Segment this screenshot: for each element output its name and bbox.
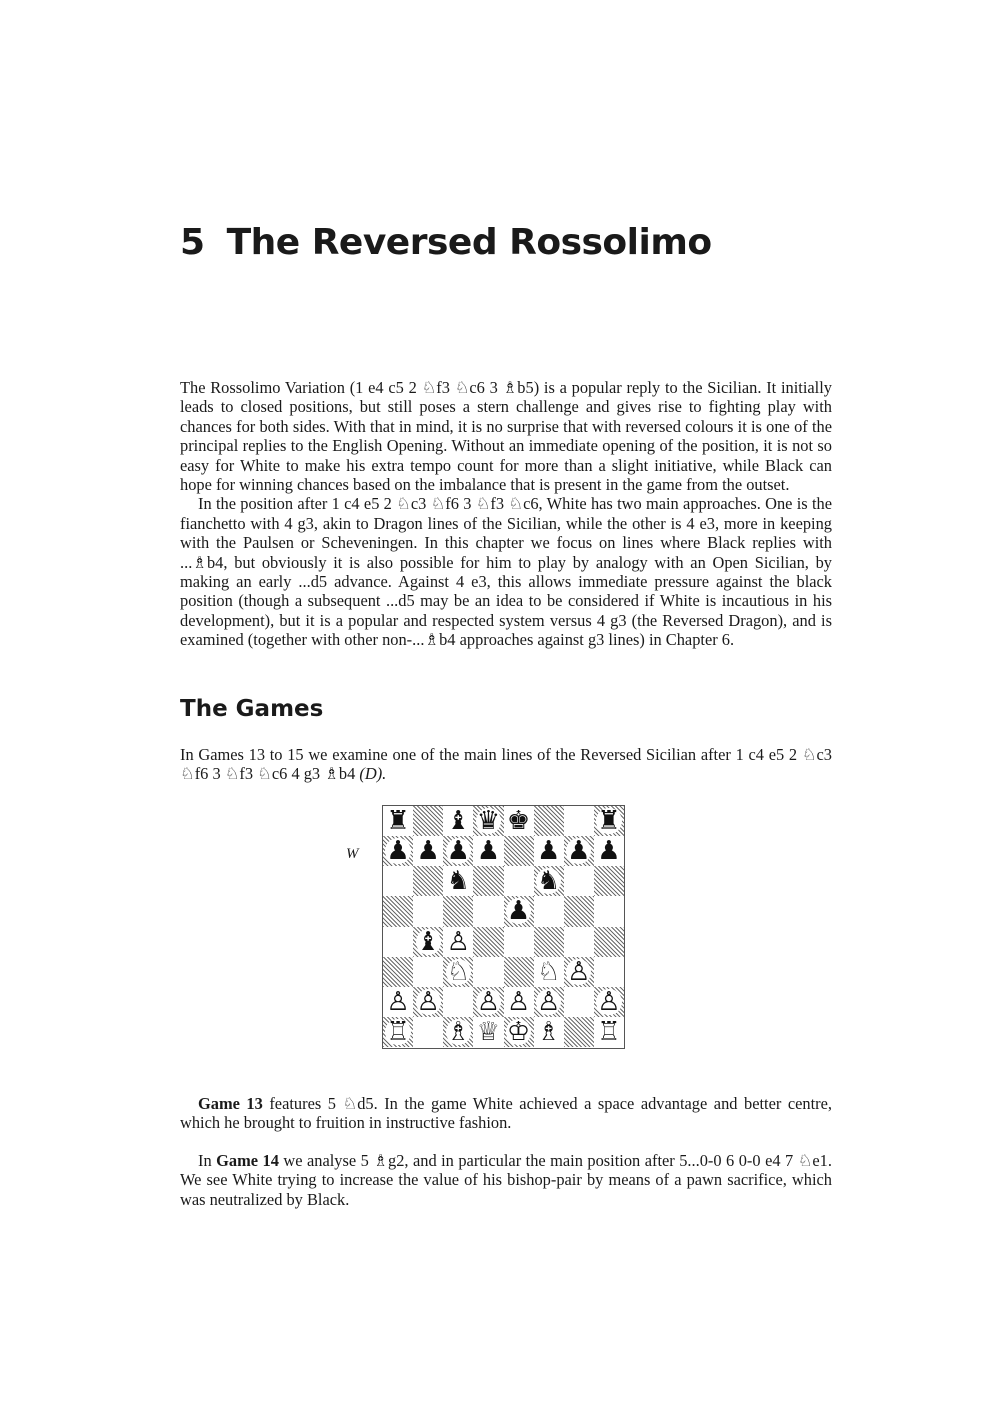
piece-glyph: ♙ bbox=[597, 986, 621, 1017]
chess-piece bbox=[413, 927, 443, 957]
board-square bbox=[473, 927, 503, 957]
board-square bbox=[534, 987, 564, 1017]
board-square bbox=[443, 1017, 473, 1047]
board-square bbox=[443, 896, 473, 926]
board-square bbox=[594, 836, 624, 866]
board-square bbox=[564, 896, 594, 926]
board-square bbox=[413, 896, 443, 926]
chess-piece bbox=[473, 1017, 503, 1047]
board-square bbox=[564, 1017, 594, 1047]
board-square bbox=[443, 957, 473, 987]
piece-glyph: ♗ bbox=[446, 1016, 470, 1047]
chess-piece bbox=[383, 806, 413, 836]
board-square bbox=[443, 866, 473, 896]
chess-piece bbox=[534, 866, 564, 896]
piece-glyph: ♙ bbox=[416, 986, 440, 1017]
game-label: Game 14 bbox=[216, 1151, 279, 1170]
piece-glyph: ♟ bbox=[506, 896, 531, 927]
piece-glyph: ♙ bbox=[537, 986, 561, 1017]
board-square bbox=[473, 866, 503, 896]
piece-glyph: ♜ bbox=[597, 806, 621, 837]
board-square bbox=[413, 866, 443, 896]
piece-glyph: ♘ bbox=[446, 956, 470, 987]
side-to-move-label: W bbox=[346, 846, 359, 862]
board-square bbox=[413, 987, 443, 1017]
board-square bbox=[534, 806, 564, 836]
chapter-title bbox=[180, 222, 712, 263]
chess-piece bbox=[383, 1017, 413, 1047]
chess-piece bbox=[443, 836, 473, 866]
chess-piece bbox=[443, 806, 473, 836]
board-square bbox=[594, 957, 624, 987]
chess-piece bbox=[413, 836, 443, 866]
chess-piece bbox=[504, 987, 534, 1017]
board-square bbox=[473, 957, 503, 987]
board-square bbox=[564, 806, 594, 836]
board-square bbox=[383, 836, 413, 866]
piece-glyph: ♔ bbox=[506, 1016, 531, 1047]
chess-piece bbox=[534, 957, 564, 987]
chess-piece bbox=[443, 866, 473, 896]
piece-glyph: ♝ bbox=[416, 926, 440, 957]
piece-glyph: ♝ bbox=[446, 806, 470, 837]
board-square bbox=[473, 806, 503, 836]
piece-glyph: ♙ bbox=[386, 986, 410, 1017]
board-square bbox=[504, 987, 534, 1017]
piece-glyph: ♟ bbox=[537, 836, 561, 867]
board-square bbox=[534, 836, 564, 866]
board-square bbox=[443, 806, 473, 836]
chess-piece bbox=[383, 836, 413, 866]
games-intro bbox=[180, 745, 832, 784]
diagram-reference: (D). bbox=[355, 764, 387, 784]
game-summary-text: we analyse 5 ♗g2, and in particular the main position after 5...0-0 6 0-0 e4 7 ♘e1. We see White trying to increase the value of his bishop-pair by means of a pawn sacrifice, which was neutralized by Black. bbox=[180, 1151, 832, 1209]
chess-piece bbox=[443, 1017, 473, 1047]
board-square bbox=[504, 896, 534, 926]
chess-diagram bbox=[382, 805, 625, 1049]
piece-glyph: ♖ bbox=[597, 1016, 621, 1047]
chapter-number: 5 bbox=[180, 222, 205, 263]
board-square bbox=[443, 836, 473, 866]
chess-piece bbox=[443, 957, 473, 987]
piece-glyph: ♜ bbox=[386, 806, 410, 837]
board-square bbox=[594, 806, 624, 836]
board-square bbox=[594, 896, 624, 926]
piece-glyph: ♖ bbox=[386, 1016, 410, 1047]
game-summary-paragraph bbox=[180, 1094, 832, 1133]
piece-glyph: ♟ bbox=[567, 836, 591, 867]
board-square bbox=[383, 987, 413, 1017]
chapter-title-text: The Reversed Rossolimo bbox=[226, 222, 712, 263]
board-square bbox=[594, 927, 624, 957]
board-square bbox=[383, 896, 413, 926]
piece-glyph: ♛ bbox=[476, 806, 501, 837]
board-square bbox=[383, 1017, 413, 1047]
board-square bbox=[534, 927, 564, 957]
piece-glyph: ♕ bbox=[476, 1016, 501, 1047]
intro-paragraph: In the position after 1 c4 e5 2 ♘c3 ♘f6 3 ♘f3 ♘c6, White has two main approaches. One is the fianchetto with 4 g3, akin to Dragon lines of the Sicilian, while the other is 4 e3, more in keeping with the Paulsen or Scheveningen. In this chapter we focus on lines where Black replies with ...♗b4, but obviously it is also possible for him to play by analogy with an Open Sicilian, by making an early ...d5 advance. Against 4 e3, this allows immediate pressure against the black position (though a subsequent ...d5 may be an idea to be considered if White is incautious in his development), but it is a popular and respected system versus 4 g3 (the Reversed Dragon), and is examined (together with other non-...♗b4 approaches against g3 lines) in Chapter 6. bbox=[180, 494, 832, 650]
board-square bbox=[413, 806, 443, 836]
game-14-summary bbox=[180, 1151, 832, 1209]
chess-piece bbox=[504, 1017, 534, 1047]
board-square bbox=[534, 957, 564, 987]
game-label: Game 13 bbox=[198, 1094, 263, 1113]
piece-glyph: ♟ bbox=[476, 836, 501, 867]
board-square bbox=[504, 806, 534, 836]
piece-glyph: ♚ bbox=[506, 806, 531, 837]
board-square bbox=[504, 927, 534, 957]
board-square bbox=[504, 836, 534, 866]
board-square bbox=[413, 957, 443, 987]
board-square bbox=[594, 1017, 624, 1047]
board-square bbox=[383, 866, 413, 896]
chess-piece bbox=[383, 987, 413, 1017]
games-intro-paragraph bbox=[180, 745, 832, 784]
board-square bbox=[564, 957, 594, 987]
chess-piece bbox=[473, 987, 503, 1017]
board-square bbox=[413, 836, 443, 866]
chess-piece bbox=[594, 1017, 624, 1047]
piece-glyph: ♟ bbox=[597, 836, 621, 867]
intro-paragraph: The Rossolimo Variation (1 e4 c5 2 ♘f3 ♘c6 3 ♗b5) is a popular reply to the Sicilian. It initially leads to closed positions, but still poses a stern challenge and gives rise to fighting play with chances for both sides. With that in mind, it is no surprise that with reversed colours it is one of the principal replies to the English Opening. Without an immediate opening of the position, it is not so easy for White to make his extra tempo count for more than a slight initiative, while Black can hope for winning chances based on the imbalance that is present in the game from the outset. bbox=[180, 378, 832, 495]
piece-glyph: ♞ bbox=[537, 866, 561, 897]
board-square bbox=[564, 927, 594, 957]
board-square bbox=[564, 836, 594, 866]
game-13-summary bbox=[180, 1094, 832, 1133]
piece-glyph: ♙ bbox=[567, 956, 591, 987]
chess-piece bbox=[534, 836, 564, 866]
chess-piece bbox=[534, 1017, 564, 1047]
board-square bbox=[443, 927, 473, 957]
chess-piece bbox=[594, 987, 624, 1017]
game-summary-prefix: In bbox=[198, 1151, 217, 1170]
piece-glyph: ♟ bbox=[446, 836, 470, 867]
game-summary-text: features 5 ♘d5. In the game White achieved a space advantage and better centre, which he brought to fruition in instructive fashion. bbox=[180, 1094, 832, 1133]
chess-piece bbox=[504, 806, 534, 836]
board-square bbox=[594, 866, 624, 896]
chess-piece bbox=[504, 896, 534, 926]
game-summary-paragraph bbox=[180, 1151, 832, 1209]
board-square bbox=[383, 927, 413, 957]
board-square bbox=[504, 866, 534, 896]
board-square bbox=[534, 866, 564, 896]
chess-piece bbox=[594, 836, 624, 866]
board-square bbox=[413, 1017, 443, 1047]
chess-piece bbox=[473, 836, 503, 866]
chess-piece bbox=[564, 957, 594, 987]
board-square bbox=[473, 896, 503, 926]
board-square bbox=[534, 896, 564, 926]
piece-glyph: ♟ bbox=[416, 836, 440, 867]
board-square bbox=[564, 987, 594, 1017]
board-square bbox=[564, 866, 594, 896]
games-intro-text: In Games 13 to 15 we examine one of the main lines of the Reversed Sicilian after 1 c4 e5 2 ♘c3 ♘f6 3 ♘f3 ♘c6 4 g3 ♗b4 bbox=[180, 745, 832, 784]
chess-piece bbox=[413, 987, 443, 1017]
piece-glyph: ♟ bbox=[386, 836, 410, 867]
piece-glyph: ♘ bbox=[537, 956, 561, 987]
chess-piece bbox=[443, 927, 473, 957]
board-square bbox=[443, 987, 473, 1017]
piece-glyph: ♗ bbox=[537, 1016, 561, 1047]
section-heading: The Games bbox=[180, 696, 324, 722]
chess-piece bbox=[564, 836, 594, 866]
piece-glyph: ♞ bbox=[446, 866, 470, 897]
board-square bbox=[534, 1017, 564, 1047]
board-square bbox=[504, 957, 534, 987]
piece-glyph: ♙ bbox=[506, 986, 531, 1017]
chess-piece bbox=[594, 806, 624, 836]
board-square bbox=[473, 836, 503, 866]
chess-piece bbox=[534, 987, 564, 1017]
board-square bbox=[413, 927, 443, 957]
board-square bbox=[504, 1017, 534, 1047]
chapter-introduction bbox=[180, 378, 832, 650]
board-square bbox=[473, 987, 503, 1017]
board-square bbox=[383, 806, 413, 836]
piece-glyph: ♙ bbox=[446, 926, 470, 957]
chess-piece bbox=[473, 806, 503, 836]
board-square bbox=[594, 987, 624, 1017]
piece-glyph: ♙ bbox=[476, 986, 501, 1017]
board-square bbox=[383, 957, 413, 987]
board-square bbox=[473, 1017, 503, 1047]
